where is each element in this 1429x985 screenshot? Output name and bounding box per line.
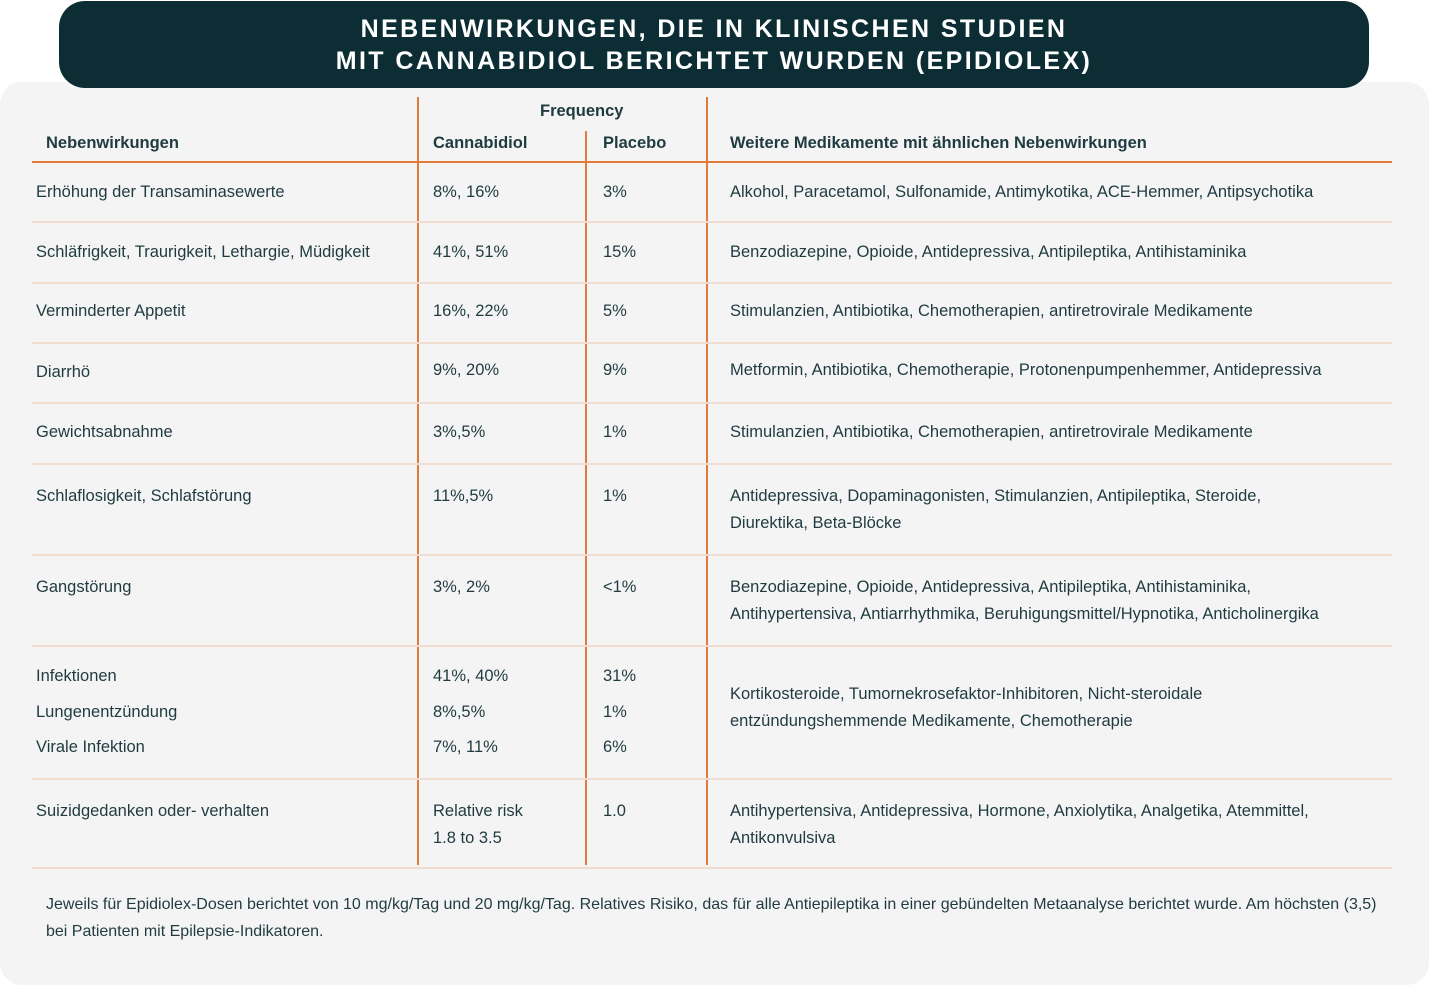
row-3-placebo: 5% [603, 302, 627, 320]
row-1-placebo: 3% [603, 183, 627, 201]
row-4-effect: Diarrhö [36, 363, 91, 381]
row-8-other-drugs-cont: entzündungshemmende Medikamente, Chemotherapie [730, 712, 1133, 730]
row-7-cannabidiol: 3%, 2% [433, 578, 490, 596]
row-5-placebo: 1% [603, 423, 627, 441]
header-side-effects: Nebenwirkungen [46, 134, 179, 152]
row-2-placebo: 15% [603, 243, 637, 261]
column-divider-3 [706, 97, 708, 865]
row-1-other-drugs: Alkohol, Paracetamol, Sulfonamide, Antimykotika, ACE-Hemmer, Antipsychotika [730, 183, 1314, 201]
table-card [0, 82, 1429, 985]
row-2-effect: Schläfrigkeit, Traurigkeit, Lethargie, Müdigkeit [36, 243, 370, 261]
row-divider [32, 221, 1392, 223]
row-9-other-drugs: Antihypertensiva, Antidepressiva, Hormone, Anxiolytika, Analgetika, Atemmittel, [730, 802, 1309, 820]
row-divider [32, 645, 1392, 647]
column-divider-1 [417, 97, 419, 865]
row-5-effect: Gewichtsabnahme [36, 423, 173, 441]
row-divider [32, 402, 1392, 404]
header-divider [32, 161, 1392, 163]
title-line-1: NEBENWIRKUNGEN, DIE IN KLINISCHEN STUDIEN [360, 14, 1068, 43]
row-8-placebo-2: 1% [603, 703, 627, 721]
row-8-effect-2: Lungenentzündung [36, 703, 178, 721]
column-divider-2 [585, 131, 587, 865]
title-banner [59, 1, 1369, 88]
row-7-placebo: <1% [603, 578, 637, 596]
row-5-other-drugs: Stimulanzien, Antibiotika, Chemotherapien, antiretrovirale Medikamente [730, 423, 1253, 441]
row-1-effect: Erhöhung der Transaminasewerte [36, 183, 285, 201]
row-6-effect: Schlaflosigkeit, Schlafstörung [36, 487, 252, 505]
row-3-other-drugs: Stimulanzien, Antibiotika, Chemotherapien, antiretrovirale Medikamente [730, 302, 1253, 320]
row-divider [32, 554, 1392, 556]
row-7-other-drugs: Benzodiazepine, Opioide, Antidepressiva, Antipileptika, Antihistaminika, [730, 578, 1251, 596]
row-6-placebo: 1% [603, 487, 627, 505]
row-4-other-drugs: Metformin, Antibiotika, Chemotherapie, Protonenpumpenhemmer, Antidepressiva [730, 361, 1322, 379]
header-placebo: Placebo [603, 134, 667, 152]
row-8-cannabidiol: 41%, 40% [433, 667, 509, 685]
row-9-placebo: 1.0 [603, 802, 626, 820]
row-3-effect: Verminderter Appetit [36, 302, 186, 320]
row-9-other-drugs-cont: Antikonvulsiva [730, 829, 836, 847]
row-4-cannabidiol: 9%, 20% [433, 361, 500, 379]
row-9-effect: Suizidgedanken oder- verhalten [36, 802, 269, 820]
row-9-cannabidiol: Relative risk [433, 802, 523, 820]
row-8-cannabidiol-3: 7%, 11% [433, 738, 498, 756]
row-6-other-drugs: Antidepressiva, Dopaminagonisten, Stimulanzien, Antipileptika, Steroide, [730, 487, 1262, 505]
row-9-cannabidiol-2: 1.8 to 3.5 [433, 829, 502, 847]
row-6-cannabidiol: 11%,5% [433, 487, 494, 505]
row-7-other-drugs-cont: Antihypertensiva, Antiarrhythmika, Beruhigungsmittel/Hypnotika, Anticholinergika [730, 605, 1319, 623]
row-divider [32, 282, 1392, 284]
row-6-other-drugs-cont: Diurektika, Beta-Blöcke [730, 514, 902, 532]
row-divider [32, 778, 1392, 780]
row-divider [32, 342, 1392, 344]
row-8-effect-3: Virale Infektion [36, 738, 145, 756]
row-8-cannabidiol-2: 8%,5% [433, 703, 486, 721]
row-1-cannabidiol: 8%, 16% [433, 183, 500, 201]
footnote: Jeweils für Epidiolex-Dosen berichtet von 10 mg/kg/Tag und 20 mg/kg/Tag. Relatives Risiko, das für alle Antiepileptika in einer gebündelten Metaanalyse berichtet wurde. Am höchsten (3,5) bei Patienten mit Epilepsie-Indikatoren. [46, 896, 1377, 940]
row-8-effect: Infektionen [36, 667, 117, 685]
row-3-cannabidiol: 16%, 22% [433, 302, 509, 320]
row-7-effect: Gangstörung [36, 578, 132, 596]
header-other-drugs: Weitere Medikamente mit ähnlichen Nebenwirkungen [730, 134, 1147, 152]
row-2-other-drugs: Benzodiazepine, Opioide, Antidepressiva, Antipileptika, Antihistaminika [730, 243, 1247, 261]
header-cannabidiol: Cannabidiol [433, 134, 528, 152]
row-8-placebo-3: 6% [603, 738, 627, 756]
row-8-other-drugs: Kortikosteroide, Tumornekrosefaktor-Inhibitoren, Nicht-steroidale [730, 685, 1203, 703]
header-frequency: Frequency [540, 102, 624, 120]
row-2-cannabidiol: 41%, 51% [433, 243, 509, 261]
row-divider [32, 867, 1392, 869]
title-line-2: MIT CANNABIDIOL BERICHTET WURDEN (EPIDIOLEX) [335, 46, 1093, 75]
row-divider [32, 463, 1392, 465]
row-8-placebo: 31% [603, 667, 637, 685]
row-4-placebo: 9% [603, 361, 627, 379]
row-5-cannabidiol: 3%,5% [433, 423, 486, 441]
